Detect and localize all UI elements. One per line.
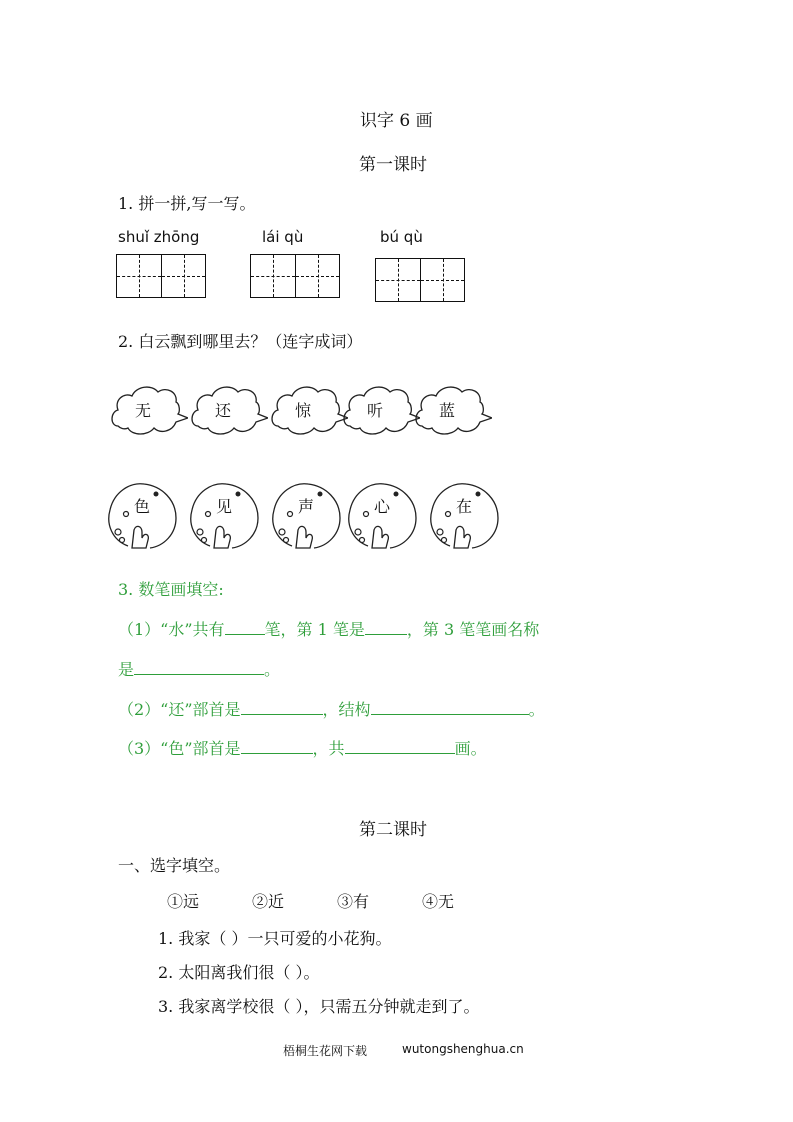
writing-grid[interactable] (116, 254, 206, 298)
grid-cell[interactable] (251, 255, 295, 297)
q3-text: 。 (528, 700, 545, 719)
ball-char: 心 (373, 497, 390, 516)
cloud-card[interactable] (188, 382, 268, 436)
q3-line-1-cont (118, 657, 280, 680)
cloud-char: 听 (366, 401, 383, 420)
answer-blank[interactable] (345, 739, 455, 754)
q3-text: 是 (118, 660, 135, 679)
answer-blank[interactable] (225, 620, 265, 635)
q3-text: ，第 3 笔笔画名称 (406, 620, 540, 639)
grid-cell[interactable] (117, 255, 161, 297)
option-item: ④无 (422, 892, 455, 911)
writing-grid[interactable] (375, 258, 465, 302)
q2-prompt: 2. 白云飘到哪里去？（连字成词） (118, 332, 363, 351)
ball-card[interactable] (270, 480, 342, 552)
cloud-card[interactable] (108, 382, 188, 436)
q3-text: ，共 (312, 739, 345, 758)
q1-prompt: 1. 拼一拼,写一写。 (118, 194, 256, 213)
answer-blank[interactable] (241, 700, 323, 715)
fill-item: 2. 太阳离我们很（ ）。 (158, 963, 320, 982)
page-title: 识字 6 画 (360, 111, 433, 131)
answer-blank[interactable] (241, 739, 313, 754)
footer-url[interactable]: wutongshenghua.cn (402, 1042, 524, 1056)
fill-item: 1. 我家（ ）一只可爱的小花狗。 (158, 929, 392, 948)
pinyin-label: lái qù (262, 228, 304, 246)
cloud-char: 还 (214, 401, 231, 420)
ball-char: 色 (133, 497, 150, 516)
grid-cell[interactable] (376, 259, 420, 301)
q3-line-2 (118, 697, 545, 720)
q3-line-1 (118, 617, 539, 640)
q3-text: ，结构 (322, 700, 371, 719)
answer-blank[interactable] (134, 660, 264, 675)
answer-blank[interactable] (371, 700, 529, 715)
option-item: ③有 (337, 892, 370, 911)
q3-text: 。 (264, 660, 281, 679)
lesson-two-title: 第二课时 (359, 820, 427, 840)
cloud-card[interactable] (268, 382, 348, 436)
q3-text: （1）“水”共有 (118, 620, 225, 639)
ball-card[interactable] (346, 480, 418, 552)
q3-text: （2）“还”部首是 (118, 700, 241, 719)
q3-text: （3）“色”部首是 (118, 739, 241, 758)
footer-source: 梧桐生花网下载 (283, 1044, 368, 1058)
writing-grid[interactable] (250, 254, 340, 298)
fill-item: 3. 我家离学校很（ ），只需五分钟就走到了。 (158, 997, 480, 1016)
cloud-char: 无 (134, 401, 151, 420)
ball-card[interactable] (188, 480, 260, 552)
q3-prompt: 3. 数笔画填空: (118, 580, 224, 599)
cloud-card[interactable] (340, 382, 420, 436)
option-item: ①远 (167, 892, 200, 911)
ball-char: 声 (297, 497, 314, 516)
grid-cell[interactable] (161, 255, 205, 297)
ball-card[interactable] (106, 480, 178, 552)
cloud-card[interactable] (412, 382, 492, 436)
cloud-char: 惊 (294, 401, 311, 420)
option-item: ②近 (252, 892, 285, 911)
answer-blank[interactable] (365, 620, 407, 635)
ball-card[interactable] (428, 480, 500, 552)
lesson-one-title: 第一课时 (359, 155, 427, 175)
section-heading: 一、选字填空。 (118, 856, 231, 875)
q3-text: 画。 (454, 739, 487, 758)
ball-char: 在 (455, 497, 472, 516)
grid-cell[interactable] (420, 259, 464, 301)
ball-char: 见 (215, 497, 232, 516)
q3-line-3 (118, 736, 487, 759)
pinyin-label: shuǐ zhōng (118, 228, 200, 246)
q3-text: 笔，第 1 笔是 (264, 620, 365, 639)
cloud-char: 蓝 (438, 401, 455, 420)
grid-cell[interactable] (295, 255, 339, 297)
pinyin-label: bú qù (380, 228, 423, 246)
